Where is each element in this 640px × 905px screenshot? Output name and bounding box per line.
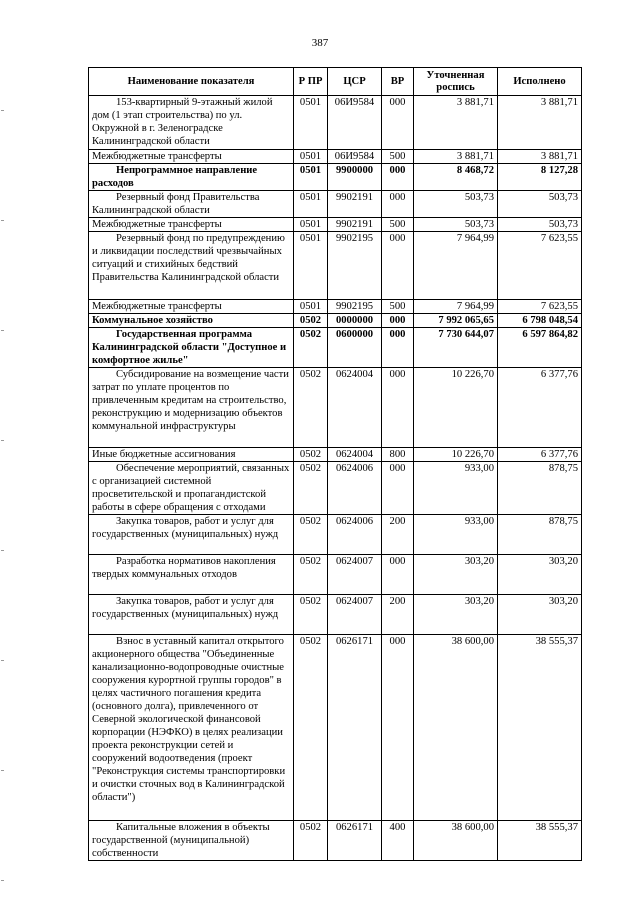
row-vr-cell: 500 [382,150,414,164]
row-csr-cell: 0624007 [328,595,382,635]
row-executed-cell: 878,75 [498,462,582,515]
row-rpr-cell: 0502 [294,462,328,515]
table-row [89,191,582,218]
row-rpr-cell: 0501 [294,164,328,191]
row-name-cell: Закупка товаров, работ и услуг для государственных (муниципальных) нужд [89,595,294,635]
row-rpr-cell: 0501 [294,218,328,232]
row-planned-cell: 503,73 [414,218,498,232]
table-row [89,595,582,635]
row-executed-cell: 38 555,37 [498,821,582,861]
column-header-planned: Уточненная роспись [414,68,498,96]
table-row [89,448,582,462]
row-executed-cell: 6 377,76 [498,368,582,448]
row-rpr-cell: 0502 [294,368,328,448]
row-name-cell: Межбюджетные трансферты [89,150,294,164]
row-vr-cell: 000 [382,328,414,368]
row-name-cell: Коммунальное хозяйство [89,314,294,328]
row-csr-cell: 9902191 [328,191,382,218]
table-row [89,164,582,191]
left-margin-marks [1,0,5,905]
table-row [89,821,582,861]
row-rpr-cell: 0501 [294,300,328,314]
row-executed-cell: 6 377,76 [498,448,582,462]
row-executed-cell: 303,20 [498,595,582,635]
row-planned-cell: 38 600,00 [414,821,498,861]
row-vr-cell: 000 [382,314,414,328]
row-planned-cell: 7 730 644,07 [414,328,498,368]
row-planned-cell: 503,73 [414,191,498,218]
row-planned-cell: 38 600,00 [414,635,498,821]
row-rpr-cell: 0502 [294,595,328,635]
row-planned-cell: 10 226,70 [414,448,498,462]
row-executed-cell: 503,73 [498,191,582,218]
row-csr-cell: 0624004 [328,368,382,448]
row-executed-cell: 8 127,28 [498,164,582,191]
row-planned-cell: 933,00 [414,515,498,555]
row-vr-cell: 800 [382,448,414,462]
row-csr-cell: 0624006 [328,462,382,515]
row-name-cell: Субсидирование на возмещение части затрат по уплате процентов по привлеченным кредитам на строительство, реконструкцию и модернизацию объектов коммунальной инфраструктуры [89,368,294,448]
row-planned-cell: 303,20 [414,595,498,635]
row-name-cell: Иные бюджетные ассигнования [89,448,294,462]
table-row [89,150,582,164]
row-rpr-cell: 0502 [294,555,328,595]
row-name-cell: Межбюджетные трансферты [89,218,294,232]
row-csr-cell: 9902195 [328,300,382,314]
row-rpr-cell: 0501 [294,232,328,300]
row-csr-cell: 0600000 [328,328,382,368]
table-row [89,328,582,368]
row-csr-cell: 0624004 [328,448,382,462]
table-row [89,555,582,595]
row-planned-cell: 10 226,70 [414,368,498,448]
row-rpr-cell: 0502 [294,635,328,821]
row-name-cell: Непрограммное направление расходов [89,164,294,191]
row-name-cell: Капитальные вложения в объекты государственной (муниципальной) собственности [89,821,294,861]
row-vr-cell: 000 [382,96,414,150]
row-name-cell: Закупка товаров, работ и услуг для государственных (муниципальных) нужд [89,515,294,555]
row-csr-cell: 0000000 [328,314,382,328]
row-csr-cell: 06И9584 [328,150,382,164]
row-vr-cell: 000 [382,191,414,218]
row-planned-cell: 8 468,72 [414,164,498,191]
row-executed-cell: 303,20 [498,555,582,595]
row-planned-cell: 7 964,99 [414,232,498,300]
table-row [89,218,582,232]
row-csr-cell: 0624006 [328,515,382,555]
row-executed-cell: 7 623,55 [498,232,582,300]
row-rpr-cell: 0501 [294,191,328,218]
row-rpr-cell: 0502 [294,515,328,555]
row-name-cell: Взнос в уставный капитал открытого акционерного общества "Объединенные канализационно-водопроводные очистные сооружения курортной группы городов" в целях частичного погашения кредита (основного долга), привлеченного от Северной экологической финансовой корпорации (НЭФКО) в целях реализации проекта реконструкции сетей и сооружений водоотведения (проект "Реконструкция системы транспортировки и очистки сточных вод в Калининградской области") [89,635,294,821]
row-vr-cell: 400 [382,821,414,861]
table-row [89,96,582,150]
table-header-row [89,68,582,96]
row-executed-cell: 878,75 [498,515,582,555]
row-executed-cell: 38 555,37 [498,635,582,821]
row-csr-cell: 9902191 [328,218,382,232]
row-rpr-cell: 0502 [294,314,328,328]
row-name-cell: Обеспечение мероприятий, связанных с организацией системной просветительской и пропагандистской работы в сфере обращения с отходами [89,462,294,515]
row-rpr-cell: 0502 [294,821,328,861]
row-vr-cell: 000 [382,232,414,300]
row-planned-cell: 7 992 065,65 [414,314,498,328]
row-rpr-cell: 0502 [294,328,328,368]
table-body [89,96,582,861]
row-executed-cell: 3 881,71 [498,150,582,164]
page-number: 387 [311,37,329,49]
row-vr-cell: 500 [382,218,414,232]
row-planned-cell: 3 881,71 [414,96,498,150]
table-row [89,462,582,515]
table-row [89,232,582,300]
table-row [89,314,582,328]
row-vr-cell: 500 [382,300,414,314]
row-csr-cell: 9900000 [328,164,382,191]
row-name-cell: Резервный фонд Правительства Калининградской области [89,191,294,218]
row-name-cell: Резервный фонд по предупреждению и ликвидации последствий чрезвычайных ситуаций и стихийных бедствий Правительства Калининградской области [89,232,294,300]
row-vr-cell: 000 [382,164,414,191]
row-rpr-cell: 0502 [294,448,328,462]
row-name-cell: 153-квартирный 9-этажный жилой дом (1 этап строительства) по ул. Окружной в г. Зеленоградске Калининградской области [89,96,294,150]
table-row [89,635,582,821]
row-csr-cell: 0624007 [328,555,382,595]
row-vr-cell: 200 [382,595,414,635]
row-csr-cell: 9902195 [328,232,382,300]
table-row [89,368,582,448]
column-header-executed: Исполнено [498,68,582,96]
row-planned-cell: 7 964,99 [414,300,498,314]
row-executed-cell: 7 623,55 [498,300,582,314]
row-planned-cell: 303,20 [414,555,498,595]
budget-execution-table [88,67,582,861]
row-executed-cell: 6 798 048,54 [498,314,582,328]
column-header-vr: ВР [382,68,414,96]
row-vr-cell: 200 [382,515,414,555]
row-rpr-cell: 0501 [294,96,328,150]
row-executed-cell: 3 881,71 [498,96,582,150]
table-row [89,515,582,555]
row-vr-cell: 000 [382,555,414,595]
row-planned-cell: 933,00 [414,462,498,515]
row-executed-cell: 503,73 [498,218,582,232]
row-name-cell: Межбюджетные трансферты [89,300,294,314]
row-name-cell: Разработка нормативов накопления твердых коммунальных отходов [89,555,294,595]
table-row [89,300,582,314]
row-csr-cell: 0626171 [328,821,382,861]
row-vr-cell: 000 [382,368,414,448]
row-name-cell: Государственная программа Калининградской области "Доступное и комфортное жилье" [89,328,294,368]
row-planned-cell: 3 881,71 [414,150,498,164]
row-csr-cell: 06И9584 [328,96,382,150]
column-header-csr: ЦСР [328,68,382,96]
column-header-name: Наименование показателя [89,68,294,96]
row-vr-cell: 000 [382,635,414,821]
row-rpr-cell: 0501 [294,150,328,164]
column-header-rpr: Р ПР [294,68,328,96]
row-executed-cell: 6 597 864,82 [498,328,582,368]
row-csr-cell: 0626171 [328,635,382,821]
row-vr-cell: 000 [382,462,414,515]
